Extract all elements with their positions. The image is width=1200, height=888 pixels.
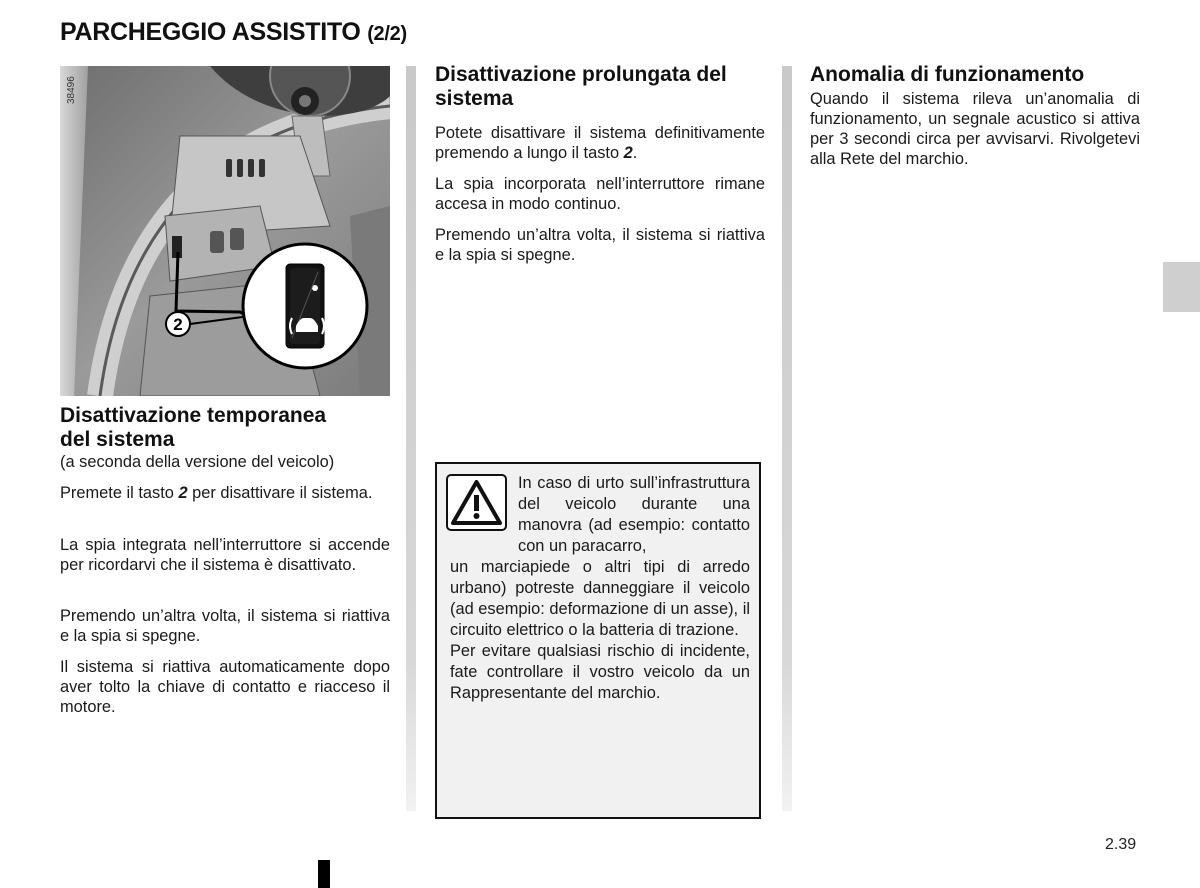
dashboard-illustration [60,66,390,396]
heading-line: Disattivazione temporanea [60,404,327,427]
callout-number: 2 [173,315,183,334]
paragraph: La spia integrata nell’interruttore si accende per ricordarvi che il sistema è disattivato. [60,536,390,574]
column-divider-2 [782,66,792,811]
warning-triangle-icon [446,474,507,531]
heading-line: sistema [435,87,514,110]
paragraph: Premendo un’altra volta, il sistema si riattiva e la spia si spegne. [435,226,765,264]
text: Premete il tasto [60,484,179,502]
text: per disattivare il sistema. [187,484,373,502]
heading-malfunction: Anomalia di funzionamento [810,63,1085,86]
paragraph: Premendo un’altra volta, il sistema si riattiva e la spia si spegne. [60,607,390,645]
warning-triangle-svg [448,476,505,529]
paragraph [60,483,390,503]
paragraph: Il sistema si riattiva automaticamente dopo aver tolto la chiave di contatto e riacceso il motore. [60,658,390,716]
text: Potete disattivare il sistema definitivamente premendo a lungo il tasto [435,124,765,162]
paragraph: Quando il sistema rileva un’anomalia di funzionamento, un segnale acustico si attiva per 3 secondi circa per avvisarvi. Rivolgetevi alla Rete del marchio. [810,90,1140,168]
paragraph: La spia incorporata nell’interruttore rimane accesa in modo continuo. [435,175,765,213]
key-reference: 2 [178,484,188,502]
text: . [632,144,638,162]
column-divider-1 [406,66,416,811]
print-mark [318,860,330,888]
paragraph [435,123,765,163]
warning-text: In caso di urto sull’infrastruttura del veicolo durante una manovra (ad esempio: contatto con un paracarro, [518,474,750,555]
page-title-suffix: (2/2) [367,23,407,45]
heading-line: del sistema [60,428,175,451]
page-title [60,18,407,47]
warning-advice: Per evitare qualsiasi rischio di incidente, fate controllare il vostro veicolo da un Rappresentante del marchio. [450,642,750,702]
chapter-tab [1163,262,1200,312]
heading-temporary-deactivation [60,404,390,452]
figure-code: 38496 [66,76,77,104]
page-number: 2.39 [1105,836,1137,853]
heading-line: Disattivazione prolungata del [435,63,727,86]
dashboard-drawing [60,66,390,396]
heading-prolonged-deactivation [435,63,770,111]
warning-text: un marciapiede o altri tipi di arredo urbano) potreste danneggiare il veicolo (ad esempio: deformazione di un asse), il circuito elettrico o la batteria di trazione. [450,558,750,639]
key-reference: 2 [623,144,633,162]
version-note: (a seconda della versione del veicolo) [60,453,335,471]
warning-text-continued [450,557,750,704]
page-title-text: PARCHEGGIO ASSISTITO [60,18,361,46]
